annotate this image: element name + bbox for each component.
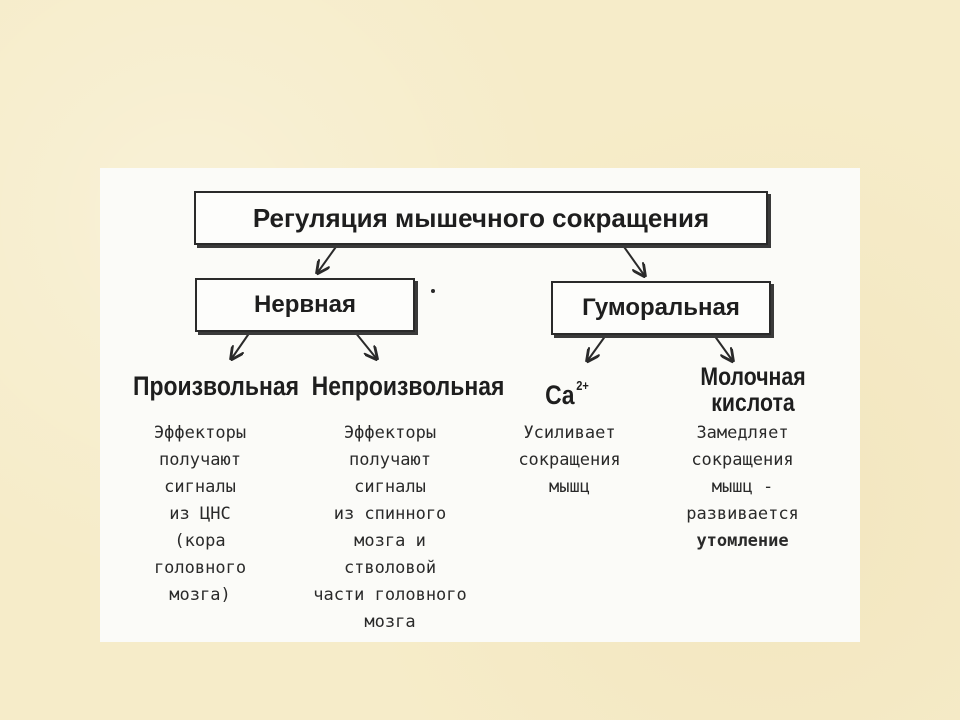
title-text: Регуляция мышечного сокращения (252, 202, 710, 233)
lactic-heading-line2: кислота (711, 389, 795, 417)
voluntary-heading: Произвольная (132, 371, 300, 401)
lactic-heading-line1: Молочная (700, 363, 806, 391)
desc-line: мозга (364, 612, 416, 632)
title-box (194, 191, 768, 245)
nervous-label: Нервная (254, 291, 356, 318)
desc-line: мышц (549, 477, 590, 497)
voluntary-description (120, 420, 280, 609)
arrow-nervous-to-voluntary (232, 332, 250, 358)
diagram-sheet (100, 168, 860, 642)
involuntary-description (290, 420, 490, 636)
desc-line: получают (159, 450, 241, 470)
arrow-title-to-nervous (318, 244, 338, 272)
calcium-heading (537, 373, 597, 408)
desc-line: головного (153, 558, 247, 578)
calcium-symbol: Ca (545, 380, 575, 410)
arrow-nervous-to-involuntary (355, 332, 376, 358)
desc-line: сокращения (691, 450, 794, 470)
desc-line: части головного (313, 585, 467, 605)
desc-line: Замедляет (696, 423, 789, 443)
calcium-charge: 2+ (576, 378, 589, 393)
involuntary-heading: Непроизвольная (311, 371, 505, 401)
lactic-acid-description (665, 420, 820, 555)
desc-line: сокращения (518, 450, 621, 470)
desc-line: из ЦНС (169, 504, 231, 524)
desc-line: стволовой (343, 558, 437, 578)
humoral-regulation-box (551, 281, 771, 335)
desc-line: развивается (686, 504, 799, 524)
desc-line: Усиливает (523, 423, 616, 443)
desc-line: Эффекторы (343, 423, 437, 443)
lactic-acid-heading (689, 364, 817, 416)
arrow-humoral-to-calcium (588, 335, 606, 360)
fatigue-term: утомление (696, 531, 789, 551)
arrow-humoral-to-lactic (714, 335, 732, 360)
desc-line: мозга) (169, 585, 231, 605)
desc-line: мышц - (711, 477, 774, 497)
humoral-label: Гуморальная (582, 294, 740, 321)
desc-line: сигналы (354, 477, 426, 497)
desc-line: (кора (174, 531, 226, 551)
desc-line: Эффекторы (153, 423, 247, 443)
desc-line: из спинного (333, 504, 447, 524)
desc-line: мозга и (354, 531, 426, 551)
calcium-description (492, 420, 647, 501)
desc-line: сигналы (164, 477, 236, 497)
nervous-regulation-box (195, 278, 415, 332)
arrow-title-to-humoral (622, 244, 644, 275)
stray-dot (431, 289, 435, 293)
desc-line: получают (349, 450, 431, 470)
